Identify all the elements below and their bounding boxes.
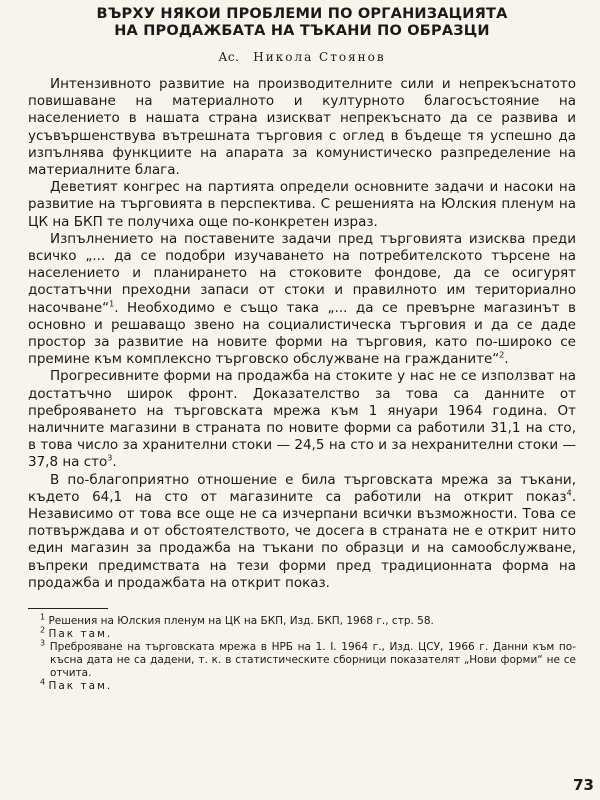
title-line-1: ВЪРХУ НЯКОИ ПРОБЛЕМИ ПО ОРГАНИЗАЦИЯТА [96,6,508,22]
paragraph-4: Прогресивните форми на продажба на стоките у нас не се използват на достатъчно широк фронт. Доказателство за това са данните от преброяването на търговската мрежа към 1 януари 1964 година. От наличните магазини в страната по новите форми са работили 31,1 на сто, в това число за хранителни стоки — 24,5 на сто и за нехранителни стоки — 37,8 на сто$^3$. [28,368,576,471]
footnote-ref-3: 3 [107,453,113,463]
title-line-2: НА ПРОДАЖБАТА НА ТЪКАНИ ПО ОБРАЗЦИ [114,23,490,39]
paragraph-3: Изпълнението на поставените задачи пред търговията изисква преди всичко „... да се подобри изучаването на потребителското търсене на населението и планирането на стоковите фондове, да се осигурят достатъчни преходни запаси от стоки и правилното им териториално насочване“$^1$. Необходимо е също така „... да се превърне магазинът в основно и решаващо звено на социалистическа търговия и да се даде простор за развитие на новите форми на търговия, като по-широко се премине към комплексно търговско обслужване на гражданите“$^2$. [28,230,576,368]
paragraph-2: Деветият конгрес на партията определи основните задачи и насоки на развитие на търговията в перспектива. С решенията на Юлския пленум на ЦК на БКП те получиха още по-конкретен израз. [28,179,576,230]
footnote-1: $^1$ Решения на Юлския пленум на ЦК на БКП, Изд. БКП, 1968 г., стр. 58. [40,612,434,628]
footnote-ref-1: 1 [109,299,115,309]
footnote-ref-4: 4 [566,488,572,498]
footnote-ref-2: 2 [499,350,505,360]
article-title [28,6,576,40]
paragraph-1: Интензивното развитие на производителните сили и непрекъснатото повишаване на материалното и културното благосъстояние на населението в нашата страна изискват непрекъснато да се развива и усъвършенствува вътрешната търговия с оглед в бъдеще тя успешно да изпълнява функциите на апарата за комунистическо разпределение на материалните блага. [28,76,576,179]
author-line [28,50,576,64]
author-name: Никола Стоянов [253,50,386,64]
footnote-2: $^2$ Пак там. [40,625,113,641]
footnote-3: $^3$ Преброяване на търговската мрежа в НРБ на 1. I. 1964 г., Изд. ЦСУ, 1966 г. Данни към по-късна дата не са дадени, т. к. в статистическите сборници показателят „Нови форми“ не се отчита. [40,638,577,680]
footnote-4: $^4$ Пак там. [40,677,113,693]
article-page [28,6,576,794]
author-prefix: Ас. [218,50,240,64]
paragraph-5: В по-благоприятно отношение е била търговската мрежа за тъкани, където 64,1 на сто от магазините са работили на открит показ$^4$. Независимо от това все още не са изчерпани всички възможности. Това се потвърждава и от обстоятелството, че досега в страната не е открит нито един магазин за продажба на тъкани по образци и на самообслужване, въпреки предимствата на тези форми пред традиционната форма на продажба и продажбата на открит показ. [28,471,576,591]
footnote-divider [28,608,108,609]
page-number: 73 [573,776,594,794]
